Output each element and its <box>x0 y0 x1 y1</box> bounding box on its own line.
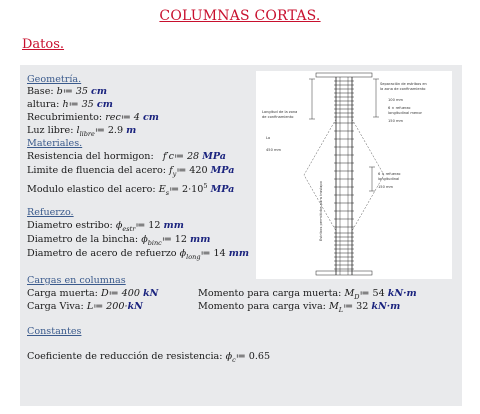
note-separacion-1: Separación de estribos en <box>380 82 427 86</box>
section-heading: Datos. <box>22 37 65 52</box>
note-lo: Lo <box>266 136 271 140</box>
momento-viva-subscript: L <box>338 305 344 314</box>
note-spacing-4: 150 mm <box>388 119 404 123</box>
estribo-equation: ≔ 12 <box>135 220 161 231</box>
long-subscript: long <box>186 252 201 261</box>
column-detail-figure <box>256 71 452 279</box>
carga-viva-row <box>27 301 143 313</box>
phi-row <box>27 351 270 366</box>
bincha-unit: mm <box>190 234 211 245</box>
fy-label: Limite de fluencia del acero: <box>27 165 167 176</box>
page-title: COLUMNAS CORTAS. <box>159 8 321 24</box>
fc-label: Resistencia del hormigon: <box>27 151 154 162</box>
altura-unit: cm <box>96 99 113 110</box>
cargas-header: Cargas en columnas <box>27 275 126 286</box>
carga-muerta-unit: kN <box>143 288 159 299</box>
estribo-label: Diametro estribo: <box>27 220 113 231</box>
fc-unit: MPa <box>202 151 227 162</box>
momento-muerta-unit: kN·m <box>387 288 417 299</box>
top-slab <box>316 73 372 77</box>
fy-row <box>27 165 234 180</box>
recubrimiento-row <box>27 112 159 124</box>
base-label: Base: <box>27 86 54 97</box>
phi-variable: ϕ <box>225 351 233 362</box>
momento-viva-variable: M <box>328 301 339 312</box>
momento-viva-label: Momento para carga viva: <box>198 301 326 312</box>
es-subscript: s <box>165 189 170 198</box>
phi-equation: ≔ 0.65 <box>235 351 271 362</box>
long-unit: mm <box>228 248 250 259</box>
carga-muerta-row <box>27 288 158 300</box>
constantes-header: Constantes <box>27 326 82 337</box>
base-unit: cm <box>91 86 108 97</box>
momento-muerta-variable: M <box>344 288 355 299</box>
long-row <box>27 248 249 263</box>
base-equation: b≔ 35 <box>56 86 88 97</box>
carga-muerta-equation: D≔ 400 <box>100 288 140 299</box>
recubrimiento-unit: cm <box>142 112 159 123</box>
long-equation: ≔ 14 <box>200 248 226 259</box>
momento-muerta-equation: ≔ 54 <box>359 288 385 299</box>
altura-equation: h≔ 35 <box>62 99 94 110</box>
refuerzo-header: Refuerzo. <box>27 207 74 218</box>
note-spacing-1: 100 mm <box>388 98 404 102</box>
momento-viva-unit: kN·m <box>371 301 401 312</box>
bincha-subscript: binc <box>147 238 162 247</box>
momento-muerta-subscript: D <box>354 292 360 301</box>
materiales-header: Materiales. <box>27 138 83 149</box>
bincha-row <box>27 234 210 249</box>
es-row <box>27 180 234 199</box>
fy-equation: ≔ 420 <box>176 165 208 176</box>
carga-viva-unit: kN <box>127 301 143 312</box>
fc-row <box>27 151 226 163</box>
estribo-subscript: estr <box>122 224 136 233</box>
phi-subscript: c <box>232 355 236 364</box>
note-separacion-2: la zona de confinamiento <box>380 87 426 91</box>
long-label: Diametro de acero de refuerzo <box>27 248 177 259</box>
carga-viva-label: Carga Viva: <box>27 301 84 312</box>
stirrups <box>334 81 354 269</box>
carga-viva-equation: L≔ 200· <box>86 301 128 312</box>
altura-label: altura: <box>27 99 60 110</box>
dimension-lines <box>309 79 379 191</box>
note-zona-1: Longitud de la zona <box>262 110 298 114</box>
recubrimiento-label: Recubrimiento: <box>27 112 103 123</box>
bottom-slab <box>316 271 372 275</box>
column-detail-drawing <box>256 71 452 279</box>
luz-libre-unit: m <box>126 125 137 136</box>
bincha-equation: ≔ 12 <box>161 234 187 245</box>
geometria-header: Geometría. <box>27 74 82 85</box>
luz-libre-subscript: libre <box>79 129 95 138</box>
note-zona-2: de confinamiento <box>262 115 294 119</box>
luz-libre-variable: l <box>76 125 80 136</box>
base-row <box>27 86 107 98</box>
luz-libre-label: Luz libre: <box>27 125 74 136</box>
estribo-row <box>27 220 184 235</box>
note-lo-value: 450 mm <box>266 148 282 152</box>
estribo-variable: ϕ <box>115 220 123 231</box>
es-unit: MPa <box>210 184 235 196</box>
data-panel <box>20 65 462 406</box>
bincha-label: Diametro de la bincha: <box>27 234 139 245</box>
recubrimiento-equation: rec≔ 4 <box>105 112 140 123</box>
long-variable: ϕ <box>179 248 187 259</box>
estribo-unit: mm <box>163 220 184 231</box>
momento-muerta-label: Momento para carga muerta: <box>198 288 342 299</box>
note-spacing-3: longitudinal menor <box>388 111 423 115</box>
note-mid-3: 150 mm <box>378 185 394 189</box>
fy-subscript: y <box>172 169 177 178</box>
es-equation: ≔ 2·10 <box>169 184 204 196</box>
bincha-variable: ϕ <box>141 234 148 245</box>
note-mid-1: 6 × refuerzo <box>378 172 401 176</box>
momento-viva-equation: ≔ 32 <box>343 301 369 312</box>
note-mid-2: longitudinal <box>378 177 400 181</box>
note-spacing-2: 6 × refuerzo <box>388 106 411 110</box>
luz-libre-equation: ≔ 2.9 <box>94 125 124 136</box>
fy-unit: MPa <box>210 165 235 176</box>
fc-equation: f′c≔ 28 <box>162 151 200 162</box>
es-variable: E <box>158 184 166 196</box>
es-label: Modulo elastico del acero: <box>27 184 156 196</box>
es-exponent: 5 <box>203 182 208 190</box>
momento-viva-row <box>198 301 400 316</box>
phi-label: Coeficiente de reducción de resistencia: <box>27 351 223 362</box>
altura-row <box>27 99 113 111</box>
carga-muerta-label: Carga muerta: <box>27 288 98 299</box>
fy-variable: f <box>169 165 173 176</box>
note-diagonal: Estribos permitidos para traslapo <box>319 181 323 241</box>
